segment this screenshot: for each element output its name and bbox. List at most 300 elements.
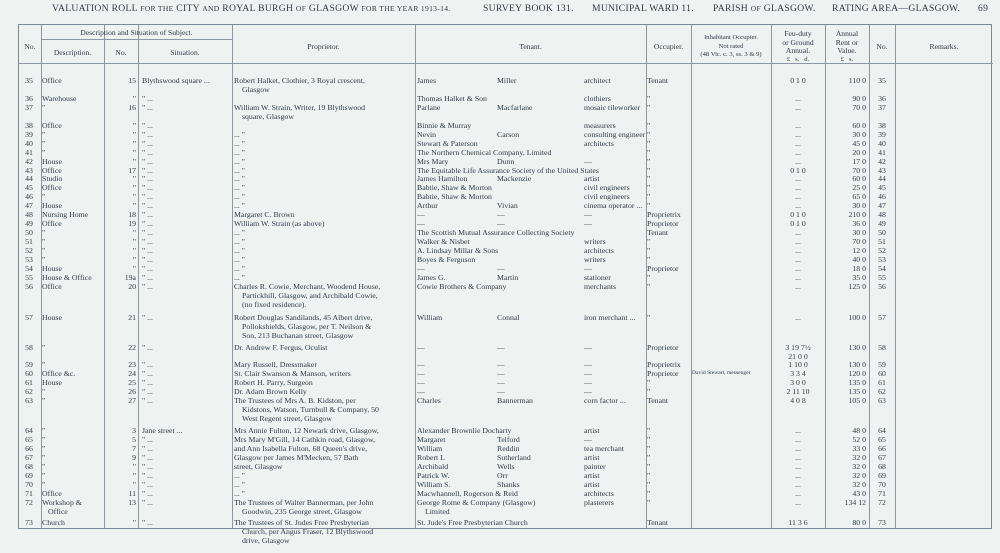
cell-prop: ... "	[234, 183, 245, 193]
cell-num: 25	[128, 378, 136, 388]
cell-occ: "	[647, 174, 651, 184]
cell-desc: Warehouse	[42, 93, 77, 103]
cell-prop: Son, 213 Buchanan street, Glasgow	[242, 330, 354, 340]
cell-t1: Stewart & Paterson	[417, 138, 478, 148]
cell-prop: ... "	[234, 165, 245, 175]
cell-num: "	[132, 255, 136, 264]
cell-sit: " ...	[142, 192, 153, 202]
cell-num: 19	[128, 219, 136, 229]
cell-rent: 32 0	[852, 479, 866, 489]
cell-t3: cinema operator ...	[584, 201, 643, 211]
cell-n: 37	[25, 102, 33, 112]
cell-n2: 52	[878, 246, 886, 256]
cell-feu: ...	[795, 435, 801, 445]
cell-desc: Office	[42, 183, 62, 193]
cell-sit: " ...	[142, 129, 153, 139]
cell-t3: painter	[584, 461, 606, 471]
cell-n2: 58	[878, 342, 886, 352]
cell-t1: Mrs Mary	[417, 156, 449, 166]
cell-n: 43	[25, 165, 33, 175]
cell-num: "	[132, 129, 136, 139]
cell-n2: 39	[878, 129, 886, 139]
cell-rent: 18 0	[852, 263, 866, 273]
cell-n2: 50	[878, 228, 886, 238]
col-situation: Situation.	[170, 48, 200, 57]
cell-prop: ... "	[234, 138, 245, 148]
cell-prop: Margaret C. Brown	[234, 210, 295, 220]
cell-num: 5	[132, 435, 136, 445]
cell-n: 53	[25, 255, 33, 264]
cell-occ: "	[647, 183, 651, 193]
cell-n: 61	[25, 378, 33, 388]
cell-desc: "	[42, 444, 46, 453]
cell-occ: "	[647, 129, 651, 139]
cell-t3: iron merchant ...	[584, 312, 636, 322]
cell-desc: Office	[42, 165, 62, 175]
cell-n2: 44	[878, 174, 886, 184]
cell-occ: "	[647, 192, 651, 202]
cell-n: 62	[25, 387, 33, 397]
cell-sit: Blythswood square ...	[142, 76, 210, 85]
cell-num: 21	[128, 312, 136, 322]
cell-t3: writers	[584, 255, 606, 264]
cell-feu: ...	[795, 452, 801, 462]
cell-desc: Workshop &	[42, 497, 82, 507]
cell-rent: 135 0	[848, 387, 866, 397]
cell-t1: —	[417, 210, 425, 220]
cell-t1: Macwhannell, Rogerson & Reid	[417, 488, 518, 498]
cell-sit: " ...	[142, 138, 153, 148]
cell-t2: Bannerman	[497, 396, 533, 406]
cell-occ: "	[647, 138, 651, 148]
cell-desc: Office	[42, 120, 62, 130]
cell-occ: "	[647, 281, 651, 291]
cell-t1: Archibald	[417, 461, 449, 471]
cell-rent: 130 0	[848, 360, 866, 370]
cell-num: "	[132, 192, 136, 202]
cell-t1: Limited	[425, 506, 450, 516]
cell-t1: James G.	[417, 272, 446, 282]
cell-t2: Sutherland	[497, 452, 531, 462]
cell-rent: 32 0	[852, 470, 866, 480]
cell-desc: "	[42, 387, 46, 397]
cell-feu: ...	[795, 497, 801, 507]
cell-occ: "	[647, 444, 651, 453]
cell-sit: " ...	[142, 470, 153, 480]
cell-n2: 54	[878, 263, 886, 273]
cell-occ: Tenant	[647, 396, 669, 406]
cell-t3: —	[584, 360, 592, 370]
cell-occ: "	[647, 120, 651, 130]
cell-occ: "	[647, 497, 651, 507]
cell-sit: " ...	[142, 387, 153, 397]
cell-sit: " ...	[142, 120, 153, 130]
cell-occ: "	[647, 255, 651, 264]
cell-desc: Office	[42, 281, 62, 291]
cell-desc: Office	[42, 76, 62, 85]
cell-t2: —	[497, 369, 505, 379]
cell-num: 27	[128, 396, 136, 406]
cell-prop: Robert H. Parry, Surgeon	[234, 378, 313, 388]
cell-sit: " ...	[142, 228, 153, 238]
cell-occ: "	[647, 378, 651, 388]
cell-prop: Kidstons, Watson, Turnbull & Company, 50	[242, 405, 379, 415]
cell-rent: 120 0	[848, 369, 866, 379]
cell-t1: Margaret	[417, 435, 446, 445]
cell-t1: St. Jude's Free Presbyterian Church	[417, 517, 528, 527]
col-no-right: No.	[876, 42, 888, 51]
cell-n2: 38	[878, 120, 886, 130]
col-tenant: Tenant.	[519, 42, 542, 51]
cell-t3: artist	[584, 470, 600, 480]
cell-sit: " ...	[142, 312, 153, 322]
cell-prop: ... "	[234, 255, 245, 264]
cell-num: "	[132, 246, 136, 256]
cell-n2: 70	[878, 479, 886, 489]
cell-occ: "	[647, 479, 651, 489]
cell-rent: 36 0	[852, 219, 866, 229]
cell-sit: " ...	[142, 396, 153, 406]
cell-num: "	[132, 479, 136, 489]
cell-t1: George Rome & Company (Glasgow)	[417, 497, 536, 507]
cell-n: 41	[25, 147, 33, 157]
cell-occ: Proprietor	[647, 219, 679, 229]
cell-n2: 36	[878, 93, 886, 103]
cell-prop: The Trustees of St. Judes Free Presbyterian	[234, 517, 369, 527]
cell-occ: "	[647, 312, 651, 322]
cell-rent: 35 0	[852, 272, 866, 282]
cell-num: "	[132, 138, 136, 148]
header-title: VALUATION ROLL FOR THE CITY AND ROYAL BURGH OF GLASGOW FOR THE YEAR 1913-14.	[52, 3, 451, 14]
cell-n: 59	[25, 360, 33, 370]
cell-rent: 48 0	[852, 426, 866, 436]
cell-sit: " ...	[142, 281, 153, 291]
cell-n: 72	[25, 497, 33, 507]
cell-n2: 55	[878, 272, 886, 282]
cell-rent: 25 0	[852, 183, 866, 193]
cell-occ: Proprietor	[647, 263, 679, 273]
cell-desc: "	[42, 192, 46, 202]
cell-prop: square, Glasgow	[242, 111, 294, 121]
cell-t3: stationer	[584, 272, 611, 282]
cell-t2: Mackenzie	[497, 174, 532, 184]
cell-n2: 53	[878, 255, 886, 264]
cell-desc: "	[42, 228, 46, 238]
cell-n: 70	[25, 479, 33, 489]
cell-num: 13	[128, 497, 136, 507]
cell-t3: tea merchant	[584, 444, 625, 453]
cell-rent: 105 0	[848, 396, 866, 406]
cell-feu: ...	[795, 272, 801, 282]
cell-sit: " ...	[142, 444, 153, 453]
cell-n2: 37	[878, 102, 886, 112]
cell-t1: —	[417, 263, 425, 273]
cell-sit: " ...	[142, 219, 153, 229]
cell-n2: 68	[878, 461, 886, 471]
cell-t2: Wells	[497, 461, 515, 471]
cell-occ: "	[647, 93, 651, 103]
cell-desc: "	[42, 461, 46, 471]
cell-rent: 52 0	[852, 435, 866, 445]
cell-sit: " ...	[142, 183, 153, 193]
cell-num: 20	[128, 281, 136, 291]
cell-prop: ... "	[234, 129, 245, 139]
cell-rent: 100 0	[848, 312, 866, 322]
cell-t3: consulting engineer	[584, 129, 646, 139]
cell-occ: "	[647, 246, 651, 256]
cell-n: 55	[25, 272, 33, 282]
cell-t3: —	[584, 378, 592, 388]
col-remarks: Remarks.	[929, 42, 959, 51]
cell-t1: —	[417, 342, 425, 352]
cell-feu: ...	[795, 192, 801, 202]
cell-feu: 3 19 7½	[785, 342, 811, 352]
cell-t3: artist	[584, 174, 600, 184]
cell-feu: 21 0 0	[788, 351, 808, 361]
cell-prop: William W. Strain, Writer, 19 Blythswood	[234, 102, 366, 112]
cell-desc: "	[42, 435, 46, 445]
cell-prop: Robert Douglas Sandilands, 45 Albert drive,	[234, 312, 373, 322]
cell-num: 26	[128, 387, 136, 397]
cell-rent: 60 0	[852, 120, 866, 130]
cell-prop: The Trustees of Mrs A. B. Kidston, per	[234, 396, 356, 406]
cell-t1: —	[417, 369, 425, 379]
cell-t3: measurers	[584, 120, 616, 130]
cell-desc: House	[42, 156, 62, 166]
cell-prop: The Trustees of Walter Bannerman, per John	[234, 497, 374, 507]
cell-t3: plasterers	[584, 497, 614, 507]
cell-desc: "	[42, 237, 46, 247]
cell-t1: Babtie, Shaw & Morton	[417, 192, 492, 202]
cell-num: "	[132, 237, 136, 247]
cell-prop: ... "	[234, 156, 245, 166]
cell-desc: "	[42, 470, 46, 480]
cell-num: 22	[128, 342, 136, 352]
cell-n: 65	[25, 435, 33, 445]
cell-desc: Office	[48, 506, 68, 516]
cell-prop: ... "	[234, 488, 245, 498]
cell-t3: artist	[584, 426, 600, 436]
cell-n: 49	[25, 219, 33, 229]
cell-n2: 56	[878, 281, 886, 291]
cell-sit: " ...	[142, 246, 153, 256]
cell-t2: Reddin	[497, 444, 520, 453]
cell-n2: 40	[878, 138, 886, 148]
cell-n: 71	[25, 488, 33, 498]
cell-feu: 0 1 0	[790, 76, 806, 85]
cell-t3: —	[584, 369, 592, 379]
cell-rent: 12 0	[852, 246, 866, 256]
cell-num: "	[132, 263, 136, 273]
cell-feu: 0 1 0	[790, 165, 806, 175]
cell-feu: ...	[795, 129, 801, 139]
cell-occ: "	[647, 470, 651, 480]
cell-num: 15	[128, 76, 136, 85]
cell-rent: 32 0	[852, 452, 866, 462]
cell-n2: 72	[878, 497, 886, 507]
cell-feu: ...	[795, 461, 801, 471]
cell-t1: William	[417, 312, 443, 322]
cell-desc: "	[42, 360, 46, 370]
cell-num: "	[132, 147, 136, 157]
cell-sit: " ...	[142, 452, 153, 462]
cell-desc: Studio	[42, 174, 63, 184]
cell-prop: Partickhill, Glasgow, and Archibald Cowie,	[242, 290, 378, 300]
cell-t2: Connal	[497, 312, 520, 322]
cell-t1: Nevin	[417, 129, 437, 139]
col-annual-rent: Annual Rent or Value. £ s.	[835, 29, 859, 63]
cell-feu: ...	[795, 444, 801, 453]
cell-prop: West Regent street, Glasgow	[242, 414, 332, 424]
cell-num: 18	[128, 210, 136, 220]
cell-n: 50	[25, 228, 33, 238]
cell-n2: 64	[878, 426, 886, 436]
cell-rent: 125 0	[848, 281, 866, 291]
cell-feu: ...	[795, 246, 801, 256]
cell-n: 45	[25, 183, 33, 193]
cell-occ: "	[647, 435, 651, 445]
cell-n2: 71	[878, 488, 886, 498]
cell-sit: " ...	[142, 517, 153, 527]
cell-t1: —	[417, 219, 425, 229]
cell-n2: 49	[878, 219, 886, 229]
cell-feu: 3 0 0	[790, 378, 806, 388]
cell-rent: 210 0	[848, 210, 866, 220]
cell-n: 39	[25, 129, 33, 139]
cell-feu: ...	[795, 426, 801, 436]
cell-num: 24	[128, 369, 136, 379]
cell-t3: —	[584, 263, 592, 273]
cell-t2: —	[497, 378, 505, 388]
cell-n: 64	[25, 426, 33, 436]
cell-prop: ... "	[234, 174, 245, 184]
cell-occ: Proprietor	[647, 369, 679, 379]
cell-t1: —	[417, 378, 425, 388]
cell-desc: "	[42, 452, 46, 462]
col-feu-duty: Feu-duty or Ground Annual. £ s. d.	[782, 29, 814, 63]
cell-sit: " ...	[142, 165, 153, 175]
cell-sit: " ...	[142, 378, 153, 388]
cell-prop: ... "	[234, 192, 245, 202]
cell-feu: ...	[795, 156, 801, 166]
cell-t3: merchants	[584, 281, 617, 291]
cell-t2: —	[497, 219, 505, 229]
cell-rent: 17 0	[852, 156, 866, 166]
cell-t3: —	[584, 219, 592, 229]
cell-prop: ... "	[234, 470, 245, 480]
cell-desc: "	[42, 396, 46, 406]
cell-prop: Church, per Angus Fraser, 12 Blythswood	[242, 526, 374, 536]
cell-desc: House & Office	[42, 272, 92, 282]
cell-num: "	[132, 201, 136, 211]
cell-t1: The Scottish Mutual Assurance Collecting Society	[417, 228, 575, 238]
cell-prop: ... "	[234, 246, 245, 256]
cell-rent: 134 12	[844, 497, 866, 507]
cell-t1: Robert L	[417, 452, 445, 462]
cell-occ: "	[647, 452, 651, 462]
cell-rent: 30 0	[852, 129, 866, 139]
header-page-number: 69	[978, 3, 989, 14]
cell-n2: 43	[878, 165, 886, 175]
cell-num: 23	[128, 360, 136, 370]
cell-feu: 0 1 0	[790, 219, 806, 229]
cell-rent: 110 0	[848, 76, 866, 85]
cell-rent: 80 0	[852, 517, 866, 527]
cell-inhab: David Stewart, messenger	[692, 370, 751, 377]
cell-t3: artist	[584, 452, 600, 462]
cell-n: 54	[25, 263, 33, 273]
cell-occ: "	[647, 156, 651, 166]
cell-desc: Nursing Home	[42, 210, 89, 220]
cell-n2: 61	[878, 378, 886, 388]
cell-occ: "	[647, 102, 651, 112]
cell-n: 58	[25, 342, 33, 352]
cell-t2: —	[497, 360, 505, 370]
cell-n2: 66	[878, 444, 886, 453]
cell-prop: Glasgow	[242, 84, 270, 94]
cell-n2: 67	[878, 452, 886, 462]
col-description: Description.	[53, 48, 92, 57]
cell-feu: 1 10 0	[788, 360, 808, 370]
cell-n2: 63	[878, 396, 886, 406]
cell-feu: ...	[795, 228, 801, 238]
cell-occ: Proprietrix	[647, 210, 681, 220]
cell-prop: Goodwin, 235 George street, Glasgow	[242, 506, 362, 516]
cell-n2: 60	[878, 369, 886, 379]
cell-occ: Proprietor	[647, 342, 679, 352]
cell-t3: writers	[584, 237, 606, 247]
cell-n: 46	[25, 192, 33, 202]
cell-t3: architects	[584, 488, 614, 498]
col-inhabitant: Inhabitant Occupier. Not rated (48 Vic. c. 3, ss. 3 & 9)	[700, 34, 762, 58]
cell-t2: —	[497, 387, 505, 397]
cell-feu: ...	[795, 201, 801, 211]
cell-n2: 57	[878, 312, 886, 322]
cell-t2: Shanks	[497, 479, 520, 489]
cell-t3: —	[584, 156, 592, 166]
cell-desc: House	[42, 201, 62, 211]
cell-t1: Babtie, Shaw & Morton	[417, 183, 492, 193]
cell-t2: Martin	[497, 272, 519, 282]
cell-t3: civil engineers	[584, 183, 630, 193]
col-desc-group: Description and Situation of Subject.	[80, 28, 193, 37]
cell-n: 68	[25, 461, 33, 471]
cell-prop: Mary Russell, Dressmaker	[234, 360, 317, 370]
cell-feu: ...	[795, 138, 801, 148]
cell-t2: Carson	[497, 129, 520, 139]
cell-prop: Dr. Andrew F. Fergus, Oculist	[234, 342, 328, 352]
cell-t3: civil engineers	[584, 192, 630, 202]
cell-desc: Office &c.	[42, 369, 76, 379]
cell-n2: 65	[878, 435, 886, 445]
cell-prop: (no fixed residence).	[242, 299, 307, 309]
cell-sit: " ...	[142, 369, 153, 379]
cell-feu: ...	[795, 479, 801, 489]
cell-sit: " ...	[142, 156, 153, 166]
cell-n: 48	[25, 210, 33, 220]
cell-feu: 3 3 4	[790, 369, 806, 379]
header-rating: RATING AREA—GLASGOW.	[832, 3, 961, 14]
cell-t1: The Northern Chemical Company, Limited	[417, 147, 552, 157]
cell-rent: 40 0	[852, 255, 866, 264]
col-no: No.	[24, 42, 36, 51]
cell-n: 38	[25, 120, 33, 130]
cell-desc: "	[42, 342, 46, 352]
col-proprietor: Proprietor.	[307, 42, 340, 51]
cell-sit: " ...	[142, 237, 153, 247]
cell-num: "	[132, 174, 136, 184]
cell-desc: Church	[42, 517, 65, 527]
